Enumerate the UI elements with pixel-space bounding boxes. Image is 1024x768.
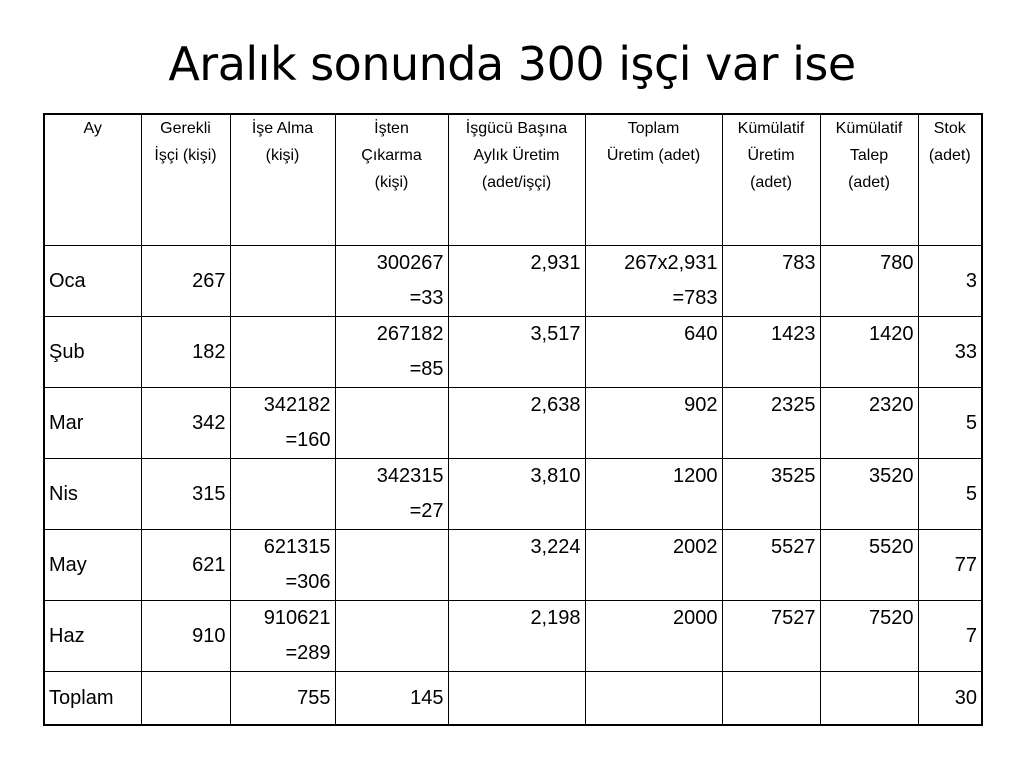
- cell-hire: [230, 459, 335, 530]
- cell-text-line: =160: [285, 429, 331, 451]
- table-row: [44, 388, 982, 459]
- cell-cumulative-production: 5527: [722, 530, 820, 601]
- cell-required-workers: 342: [141, 388, 230, 459]
- total-empty-cell: [722, 672, 820, 726]
- cell-text-line: 640: [684, 323, 718, 345]
- cell-text-line: =289: [285, 642, 331, 664]
- cell-cumulative-production: 2325: [722, 388, 820, 459]
- cell-text-line: 342315: [376, 465, 444, 487]
- header-text-line: Çıkarma: [361, 147, 422, 164]
- table-body: [44, 246, 982, 726]
- cell-total-production: [585, 317, 722, 388]
- cell-fire: [335, 530, 448, 601]
- cell-stock: 5: [918, 459, 982, 530]
- cell-month: Şub: [44, 317, 141, 388]
- total-empty-cell: [820, 672, 918, 726]
- cell-required-workers: 315: [141, 459, 230, 530]
- cell-cumulative-demand: 1420: [820, 317, 918, 388]
- table-row: [44, 530, 982, 601]
- cell-output-per-worker: 2,638: [448, 388, 585, 459]
- header-text-line: (adet): [848, 174, 890, 191]
- header-hire: [230, 114, 335, 246]
- cell-total-production: [585, 459, 722, 530]
- cell-text-line: 300267: [376, 252, 444, 274]
- header-text-line: Aylık Üretim: [473, 147, 560, 164]
- cell-cumulative-demand: 780: [820, 246, 918, 317]
- header-text-line: Kümülatif: [737, 120, 805, 137]
- header-cumulative-production: [722, 114, 820, 246]
- total-empty-cell: [448, 672, 585, 726]
- table-row: [44, 601, 982, 672]
- cell-fire: [335, 459, 448, 530]
- cell-text-line: 267182: [376, 323, 444, 345]
- cell-cumulative-production: 7527: [722, 601, 820, 672]
- cell-required-workers: 621: [141, 530, 230, 601]
- cell-month: Oca: [44, 246, 141, 317]
- cell-output-per-worker: 3,810: [448, 459, 585, 530]
- header-text-line: Üretim: [747, 147, 795, 164]
- header-text-line: (adet): [928, 147, 971, 164]
- header-text-line: (adet/işçi): [481, 174, 552, 191]
- total-empty-cell: [141, 672, 230, 726]
- cell-text-line: 2000: [673, 607, 718, 629]
- cell-hire: [230, 317, 335, 388]
- header-month: [44, 114, 141, 246]
- header-text-line: İşgücü Başına: [465, 120, 568, 137]
- cell-cumulative-demand: 7520: [820, 601, 918, 672]
- cell-required-workers: 267: [141, 246, 230, 317]
- cell-hire: [230, 246, 335, 317]
- cell-cumulative-demand: 5520: [820, 530, 918, 601]
- cell-text-line: 342182: [263, 394, 331, 416]
- total-fire: 145: [335, 672, 448, 726]
- cell-output-per-worker: 3,224: [448, 530, 585, 601]
- header-text-line: İşten: [374, 120, 409, 137]
- header-text-line: Ay: [83, 120, 102, 137]
- total-stock: 30: [918, 672, 982, 726]
- cell-month: Nis: [44, 459, 141, 530]
- cell-fire: [335, 388, 448, 459]
- cell-text-line: =27: [409, 500, 444, 522]
- cell-total-production: [585, 246, 722, 317]
- header-text-line: İşçi (kişi): [154, 147, 217, 164]
- cell-required-workers: 182: [141, 317, 230, 388]
- cell-total-production: [585, 388, 722, 459]
- cell-text-line: 2002: [673, 536, 718, 558]
- cell-text-line: =306: [285, 571, 331, 593]
- table-row: [44, 246, 982, 317]
- workforce-table: [43, 113, 983, 726]
- cell-hire: [230, 530, 335, 601]
- cell-month: May: [44, 530, 141, 601]
- table-header-row: [44, 114, 982, 246]
- cell-stock: 7: [918, 601, 982, 672]
- cell-cumulative-demand: 3520: [820, 459, 918, 530]
- cell-fire: [335, 317, 448, 388]
- header-text-line: (kişi): [374, 174, 409, 191]
- header-text-line: (kişi): [265, 147, 300, 164]
- cell-text-line: 1200: [673, 465, 718, 487]
- cell-fire: [335, 246, 448, 317]
- cell-required-workers: 910: [141, 601, 230, 672]
- cell-hire: [230, 601, 335, 672]
- cell-total-production: [585, 601, 722, 672]
- cell-month: Mar: [44, 388, 141, 459]
- cell-stock: 5: [918, 388, 982, 459]
- cell-text-line: =33: [409, 287, 444, 309]
- cell-stock: 33: [918, 317, 982, 388]
- total-empty-cell: [585, 672, 722, 726]
- header-cumulative-demand: [820, 114, 918, 246]
- total-label: Toplam: [44, 672, 141, 726]
- cell-stock: 3: [918, 246, 982, 317]
- header-text-line: Stok: [933, 120, 966, 137]
- header-total-production: [585, 114, 722, 246]
- totals-row: [44, 672, 982, 726]
- cell-cumulative-demand: 2320: [820, 388, 918, 459]
- table-row: [44, 459, 982, 530]
- cell-text-line: 267x2,931: [624, 252, 718, 274]
- cell-cumulative-production: 1423: [722, 317, 820, 388]
- header-stock: [918, 114, 982, 246]
- header-text-line: Üretim (adet): [606, 147, 701, 164]
- cell-output-per-worker: 2,198: [448, 601, 585, 672]
- header-text-line: Toplam: [627, 120, 680, 137]
- cell-text-line: =85: [409, 358, 444, 380]
- cell-month: Haz: [44, 601, 141, 672]
- header-text-line: Talep: [849, 147, 889, 164]
- table-row: [44, 317, 982, 388]
- cell-cumulative-production: 3525: [722, 459, 820, 530]
- header-text-line: İşe Alma: [251, 120, 314, 137]
- header-fire: [335, 114, 448, 246]
- cell-output-per-worker: 3,517: [448, 317, 585, 388]
- cell-text-line: 902: [684, 394, 718, 416]
- cell-fire: [335, 601, 448, 672]
- total-hire: 755: [230, 672, 335, 726]
- cell-text-line: 910621: [263, 607, 331, 629]
- header-required-workers: [141, 114, 230, 246]
- header-text-line: Gerekli: [160, 120, 211, 137]
- cell-cumulative-production: 783: [722, 246, 820, 317]
- cell-stock: 77: [918, 530, 982, 601]
- page-title: Aralık sonunda 300 işçi var ise: [168, 37, 856, 91]
- cell-hire: [230, 388, 335, 459]
- cell-output-per-worker: 2,931: [448, 246, 585, 317]
- cell-text-line: 621315: [263, 536, 331, 558]
- header-text-line: (adet): [750, 174, 792, 191]
- cell-total-production: [585, 530, 722, 601]
- header-text-line: Kümülatif: [835, 120, 903, 137]
- cell-text-line: =783: [672, 287, 718, 309]
- header-output-per-worker: [448, 114, 585, 246]
